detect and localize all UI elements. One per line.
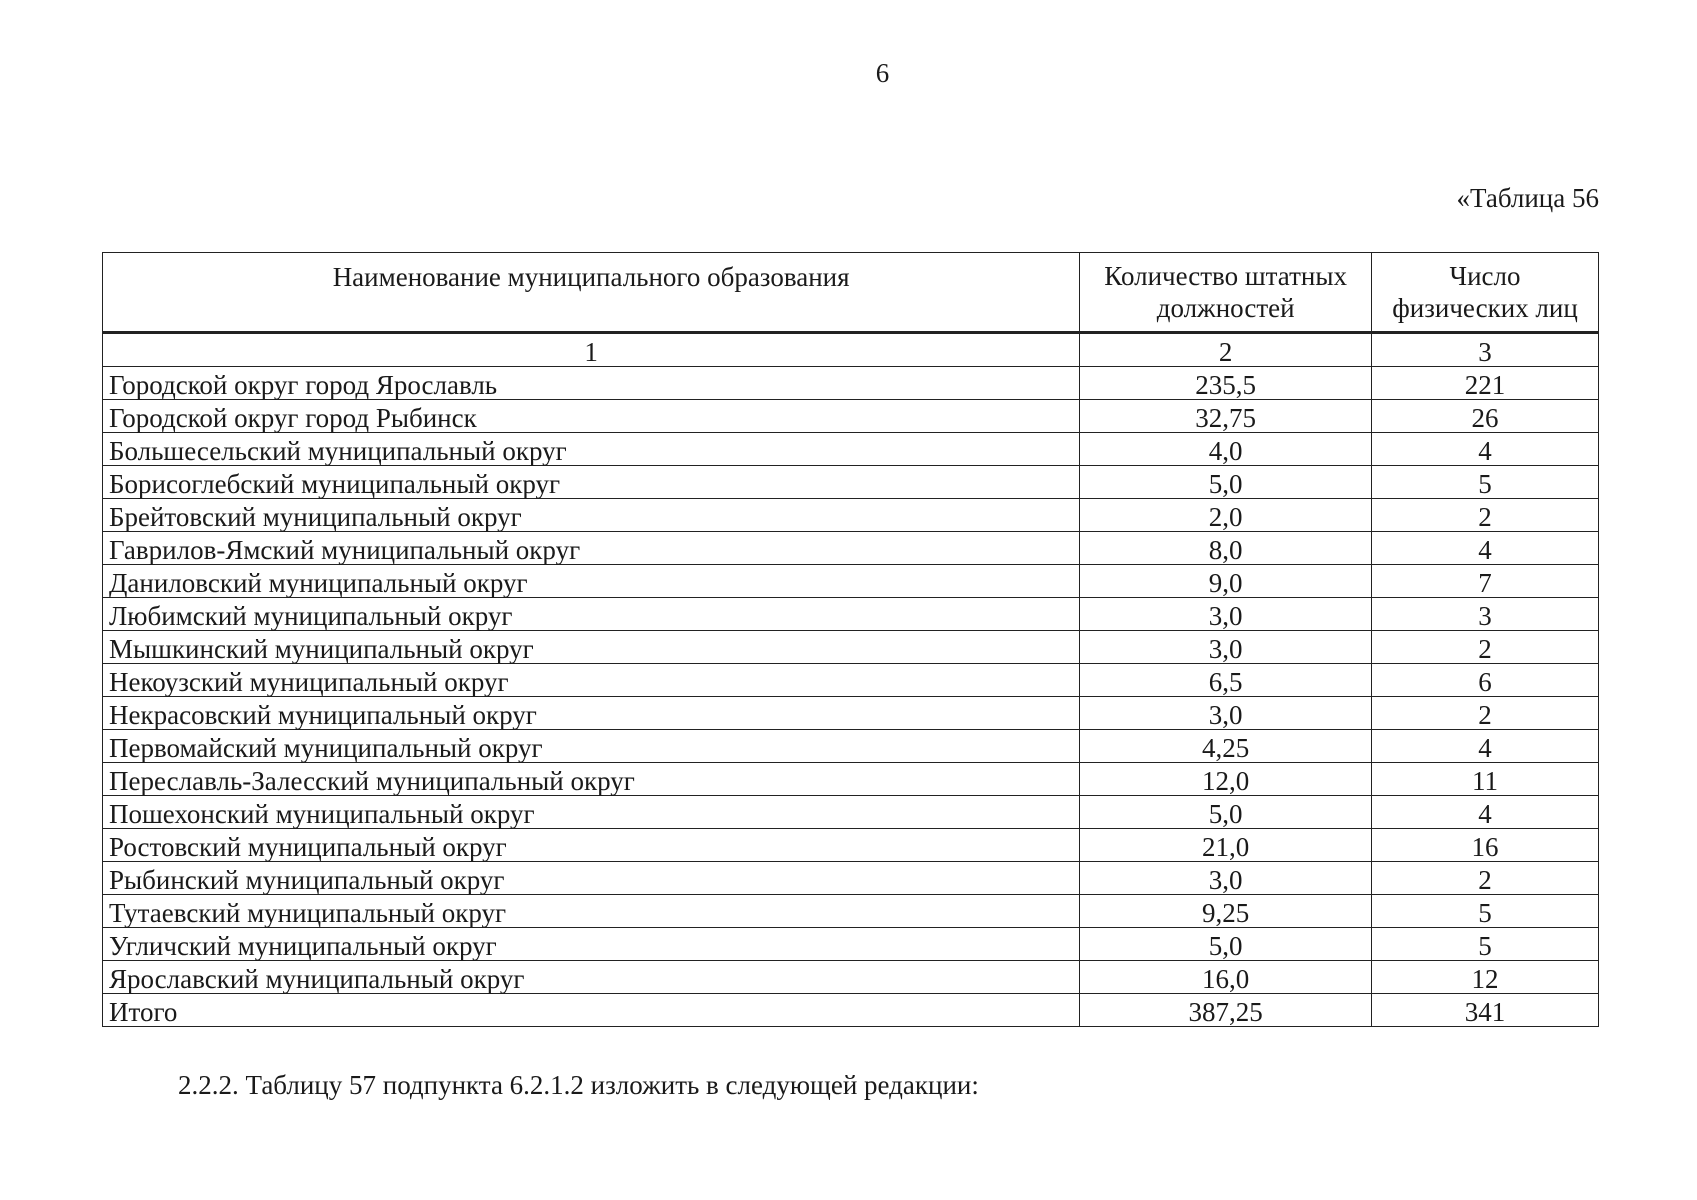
municipality-name-cell: Тутаевский муниципальный округ — [103, 895, 1080, 928]
table-row — [103, 862, 1599, 895]
column-number-2: 2 — [1080, 333, 1372, 367]
municipality-name-cell: Городской округ город Рыбинск — [103, 400, 1080, 433]
table-row — [103, 664, 1599, 697]
municipality-name-cell: Первомайский муниципальный округ — [103, 730, 1080, 763]
physical-persons-cell: 221 — [1372, 367, 1599, 400]
municipality-name-cell: Даниловский муниципальный округ — [103, 565, 1080, 598]
table-row — [103, 763, 1599, 796]
physical-persons-cell: 26 — [1372, 400, 1599, 433]
table-row — [103, 499, 1599, 532]
header-physical-persons: Число физических лиц — [1372, 253, 1599, 333]
table-row — [103, 466, 1599, 499]
table-row — [103, 433, 1599, 466]
table-row — [103, 367, 1599, 400]
table-row — [103, 730, 1599, 763]
staff-positions-cell: 16,0 — [1080, 961, 1372, 994]
staff-positions-cell: 9,0 — [1080, 565, 1372, 598]
amendment-paragraph: 2.2.2. Таблицу 57 подпункта 6.2.1.2 изложить в следующей редакции: — [178, 1070, 979, 1100]
staff-positions-cell: 4,0 — [1080, 433, 1372, 466]
table-row — [103, 532, 1599, 565]
physical-persons-cell: 2 — [1372, 499, 1599, 532]
staff-positions-cell: 21,0 — [1080, 829, 1372, 862]
physical-persons-cell: 4 — [1372, 532, 1599, 565]
staff-positions-cell: 5,0 — [1080, 796, 1372, 829]
staff-positions-cell: 6,5 — [1080, 664, 1372, 697]
table-row — [103, 565, 1599, 598]
municipality-name-cell: Борисоглебский муниципальный округ — [103, 466, 1080, 499]
total-persons-cell: 341 — [1372, 994, 1599, 1027]
table-row — [103, 928, 1599, 961]
physical-persons-cell: 5 — [1372, 928, 1599, 961]
municipality-name-cell: Любимский муниципальный округ — [103, 598, 1080, 631]
staff-positions-cell: 5,0 — [1080, 466, 1372, 499]
staff-positions-cell: 9,25 — [1080, 895, 1372, 928]
column-number-1: 1 — [103, 333, 1080, 367]
physical-persons-cell: 11 — [1372, 763, 1599, 796]
staff-positions-cell: 3,0 — [1080, 697, 1372, 730]
physical-persons-cell: 4 — [1372, 796, 1599, 829]
physical-persons-cell: 2 — [1372, 697, 1599, 730]
municipality-name-cell: Городской округ город Ярославль — [103, 367, 1080, 400]
table-row — [103, 796, 1599, 829]
header-municipality: Наименование муниципального образования — [103, 253, 1080, 333]
municipality-name-cell: Рыбинский муниципальный округ — [103, 862, 1080, 895]
municipality-name-cell: Переславль-Залесский муниципальный округ — [103, 763, 1080, 796]
physical-persons-cell: 4 — [1372, 433, 1599, 466]
physical-persons-cell: 2 — [1372, 862, 1599, 895]
page-number: 6 — [875, 58, 890, 88]
physical-persons-cell: 3 — [1372, 598, 1599, 631]
table-row — [103, 631, 1599, 664]
total-row — [103, 994, 1599, 1027]
municipality-name-cell: Ростовский муниципальный округ — [103, 829, 1080, 862]
column-number-3: 3 — [1372, 333, 1599, 367]
total-positions-cell: 387,25 — [1080, 994, 1372, 1027]
municipality-name-cell: Некрасовский муниципальный округ — [103, 697, 1080, 730]
municipality-name-cell: Мышкинский муниципальный округ — [103, 631, 1080, 664]
table-row — [103, 697, 1599, 730]
staff-positions-cell: 3,0 — [1080, 862, 1372, 895]
physical-persons-cell: 12 — [1372, 961, 1599, 994]
table-row — [103, 961, 1599, 994]
staff-positions-cell: 235,5 — [1080, 367, 1372, 400]
header-staff-positions: Количество штатных должностей — [1080, 253, 1372, 333]
municipality-name-cell: Большесельский муниципальный округ — [103, 433, 1080, 466]
physical-persons-cell: 7 — [1372, 565, 1599, 598]
physical-persons-cell: 16 — [1372, 829, 1599, 862]
table-row — [103, 400, 1599, 433]
physical-persons-cell: 5 — [1372, 895, 1599, 928]
staff-positions-cell: 2,0 — [1080, 499, 1372, 532]
staff-positions-cell: 32,75 — [1080, 400, 1372, 433]
municipal-staff-table — [102, 252, 1599, 1027]
table-row — [103, 598, 1599, 631]
physical-persons-cell: 6 — [1372, 664, 1599, 697]
table-body — [103, 253, 1599, 1027]
staff-positions-cell: 12,0 — [1080, 763, 1372, 796]
staff-positions-cell: 3,0 — [1080, 631, 1372, 664]
table-row — [103, 895, 1599, 928]
municipality-name-cell: Ярославский муниципальный округ — [103, 961, 1080, 994]
column-number-row — [103, 333, 1599, 367]
municipality-name-cell: Некоузский муниципальный округ — [103, 664, 1080, 697]
physical-persons-cell: 4 — [1372, 730, 1599, 763]
municipality-name-cell: Брейтовский муниципальный округ — [103, 499, 1080, 532]
staff-positions-cell: 8,0 — [1080, 532, 1372, 565]
physical-persons-cell: 2 — [1372, 631, 1599, 664]
total-label-cell: Итого — [103, 994, 1080, 1027]
table-row — [103, 829, 1599, 862]
municipality-name-cell: Угличский муниципальный округ — [103, 928, 1080, 961]
municipality-name-cell: Гаврилов-Ямский муниципальный округ — [103, 532, 1080, 565]
table-caption: «Таблица 56 — [1456, 183, 1599, 213]
table-header-row — [103, 253, 1599, 333]
physical-persons-cell: 5 — [1372, 466, 1599, 499]
staff-positions-cell: 3,0 — [1080, 598, 1372, 631]
staff-positions-cell: 4,25 — [1080, 730, 1372, 763]
municipality-name-cell: Пошехонский муниципальный округ — [103, 796, 1080, 829]
staff-positions-cell: 5,0 — [1080, 928, 1372, 961]
